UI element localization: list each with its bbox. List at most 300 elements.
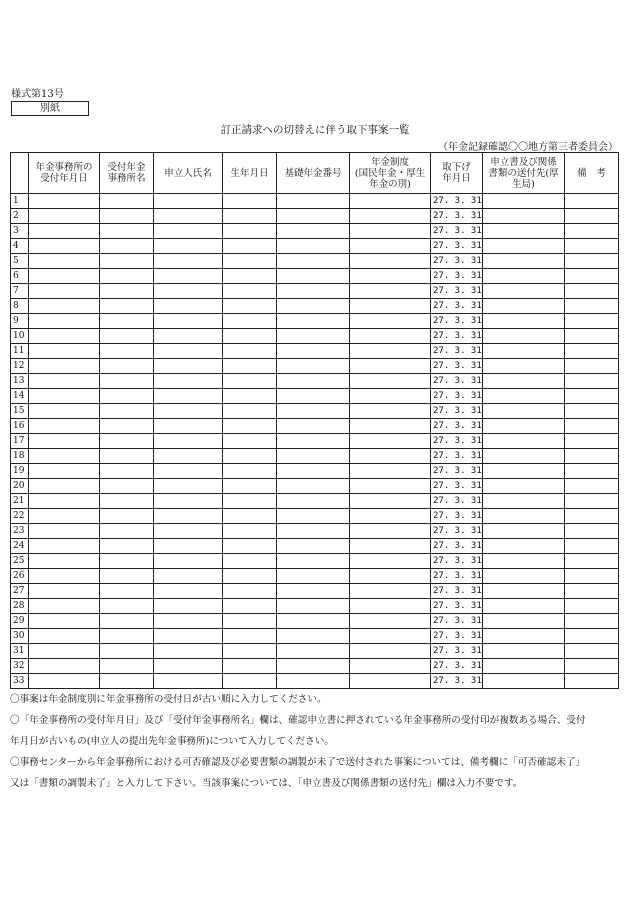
- cell-remarks[interactable]: [565, 224, 619, 239]
- cell-pension_no[interactable]: [277, 419, 350, 434]
- cell-system[interactable]: [350, 344, 431, 359]
- cell-send_to[interactable]: [483, 374, 565, 389]
- cell-send_to[interactable]: [483, 434, 565, 449]
- cell-remarks[interactable]: [565, 404, 619, 419]
- cell-birth[interactable]: [223, 239, 277, 254]
- cell-applicant[interactable]: [154, 494, 223, 509]
- cell-withdraw[interactable]: 27. 3. 31: [431, 494, 483, 509]
- cell-birth[interactable]: [223, 569, 277, 584]
- cell-withdraw[interactable]: 27. 3. 31: [431, 224, 483, 239]
- cell-send_to[interactable]: [483, 584, 565, 599]
- cell-pension_no[interactable]: [277, 479, 350, 494]
- cell-send_to[interactable]: [483, 254, 565, 269]
- cell-office[interactable]: [100, 524, 154, 539]
- cell-system[interactable]: [350, 254, 431, 269]
- cell-remarks[interactable]: [565, 569, 619, 584]
- cell-birth[interactable]: [223, 659, 277, 674]
- cell-remarks[interactable]: [565, 554, 619, 569]
- cell-withdraw[interactable]: 27. 3. 31: [431, 284, 483, 299]
- cell-receipt_date[interactable]: [29, 419, 100, 434]
- cell-system[interactable]: [350, 494, 431, 509]
- cell-send_to[interactable]: [483, 599, 565, 614]
- cell-office[interactable]: [100, 269, 154, 284]
- cell-office[interactable]: [100, 224, 154, 239]
- cell-receipt_date[interactable]: [29, 404, 100, 419]
- cell-applicant[interactable]: [154, 374, 223, 389]
- cell-send_to[interactable]: [483, 464, 565, 479]
- cell-withdraw[interactable]: 27. 3. 31: [431, 359, 483, 374]
- cell-office[interactable]: [100, 599, 154, 614]
- cell-office[interactable]: [100, 509, 154, 524]
- cell-receipt_date[interactable]: [29, 374, 100, 389]
- cell-system[interactable]: [350, 209, 431, 224]
- cell-applicant[interactable]: [154, 644, 223, 659]
- cell-system[interactable]: [350, 479, 431, 494]
- cell-send_to[interactable]: [483, 479, 565, 494]
- cell-system[interactable]: [350, 314, 431, 329]
- cell-receipt_date[interactable]: [29, 644, 100, 659]
- cell-pension_no[interactable]: [277, 644, 350, 659]
- cell-pension_no[interactable]: [277, 389, 350, 404]
- cell-receipt_date[interactable]: [29, 494, 100, 509]
- cell-pension_no[interactable]: [277, 569, 350, 584]
- cell-system[interactable]: [350, 569, 431, 584]
- cell-send_to[interactable]: [483, 299, 565, 314]
- cell-withdraw[interactable]: 27. 3. 31: [431, 569, 483, 584]
- cell-birth[interactable]: [223, 284, 277, 299]
- cell-office[interactable]: [100, 329, 154, 344]
- cell-send_to[interactable]: [483, 554, 565, 569]
- cell-receipt_date[interactable]: [29, 584, 100, 599]
- cell-remarks[interactable]: [565, 344, 619, 359]
- cell-withdraw[interactable]: 27. 3. 31: [431, 269, 483, 284]
- cell-birth[interactable]: [223, 254, 277, 269]
- cell-applicant[interactable]: [154, 479, 223, 494]
- cell-withdraw[interactable]: 27. 3. 31: [431, 344, 483, 359]
- cell-office[interactable]: [100, 314, 154, 329]
- cell-birth[interactable]: [223, 644, 277, 659]
- cell-applicant[interactable]: [154, 434, 223, 449]
- cell-pension_no[interactable]: [277, 524, 350, 539]
- cell-birth[interactable]: [223, 464, 277, 479]
- cell-applicant[interactable]: [154, 209, 223, 224]
- cell-system[interactable]: [350, 674, 431, 689]
- cell-office[interactable]: [100, 239, 154, 254]
- cell-system[interactable]: [350, 284, 431, 299]
- cell-applicant[interactable]: [154, 194, 223, 209]
- cell-system[interactable]: [350, 554, 431, 569]
- cell-birth[interactable]: [223, 359, 277, 374]
- cell-send_to[interactable]: [483, 314, 565, 329]
- cell-remarks[interactable]: [565, 254, 619, 269]
- cell-pension_no[interactable]: [277, 584, 350, 599]
- cell-withdraw[interactable]: 27. 3. 31: [431, 524, 483, 539]
- cell-applicant[interactable]: [154, 449, 223, 464]
- cell-pension_no[interactable]: [277, 599, 350, 614]
- cell-remarks[interactable]: [565, 329, 619, 344]
- cell-remarks[interactable]: [565, 284, 619, 299]
- cell-birth[interactable]: [223, 344, 277, 359]
- cell-withdraw[interactable]: 27. 3. 31: [431, 464, 483, 479]
- cell-receipt_date[interactable]: [29, 344, 100, 359]
- cell-applicant[interactable]: [154, 284, 223, 299]
- cell-applicant[interactable]: [154, 509, 223, 524]
- cell-remarks[interactable]: [565, 374, 619, 389]
- cell-withdraw[interactable]: 27. 3. 31: [431, 599, 483, 614]
- cell-send_to[interactable]: [483, 269, 565, 284]
- cell-office[interactable]: [100, 284, 154, 299]
- cell-receipt_date[interactable]: [29, 299, 100, 314]
- cell-system[interactable]: [350, 359, 431, 374]
- cell-system[interactable]: [350, 269, 431, 284]
- cell-withdraw[interactable]: 27. 3. 31: [431, 209, 483, 224]
- cell-office[interactable]: [100, 434, 154, 449]
- cell-birth[interactable]: [223, 374, 277, 389]
- cell-applicant[interactable]: [154, 359, 223, 374]
- cell-remarks[interactable]: [565, 614, 619, 629]
- cell-office[interactable]: [100, 554, 154, 569]
- cell-receipt_date[interactable]: [29, 224, 100, 239]
- cell-withdraw[interactable]: 27. 3. 31: [431, 434, 483, 449]
- cell-receipt_date[interactable]: [29, 269, 100, 284]
- cell-pension_no[interactable]: [277, 434, 350, 449]
- cell-pension_no[interactable]: [277, 194, 350, 209]
- cell-receipt_date[interactable]: [29, 284, 100, 299]
- cell-pension_no[interactable]: [277, 224, 350, 239]
- cell-office[interactable]: [100, 374, 154, 389]
- cell-send_to[interactable]: [483, 389, 565, 404]
- cell-applicant[interactable]: [154, 599, 223, 614]
- cell-office[interactable]: [100, 569, 154, 584]
- cell-remarks[interactable]: [565, 524, 619, 539]
- cell-applicant[interactable]: [154, 629, 223, 644]
- cell-pension_no[interactable]: [277, 284, 350, 299]
- cell-remarks[interactable]: [565, 269, 619, 284]
- cell-birth[interactable]: [223, 509, 277, 524]
- cell-receipt_date[interactable]: [29, 524, 100, 539]
- cell-pension_no[interactable]: [277, 539, 350, 554]
- cell-system[interactable]: [350, 584, 431, 599]
- cell-pension_no[interactable]: [277, 344, 350, 359]
- cell-applicant[interactable]: [154, 239, 223, 254]
- cell-system[interactable]: [350, 299, 431, 314]
- cell-birth[interactable]: [223, 479, 277, 494]
- cell-applicant[interactable]: [154, 614, 223, 629]
- cell-withdraw[interactable]: 27. 3. 31: [431, 644, 483, 659]
- cell-remarks[interactable]: [565, 659, 619, 674]
- cell-remarks[interactable]: [565, 629, 619, 644]
- cell-office[interactable]: [100, 404, 154, 419]
- cell-applicant[interactable]: [154, 554, 223, 569]
- cell-office[interactable]: [100, 344, 154, 359]
- cell-receipt_date[interactable]: [29, 359, 100, 374]
- cell-system[interactable]: [350, 644, 431, 659]
- cell-birth[interactable]: [223, 389, 277, 404]
- cell-withdraw[interactable]: 27. 3. 31: [431, 239, 483, 254]
- cell-office[interactable]: [100, 539, 154, 554]
- cell-remarks[interactable]: [565, 599, 619, 614]
- cell-office[interactable]: [100, 464, 154, 479]
- cell-withdraw[interactable]: 27. 3. 31: [431, 449, 483, 464]
- cell-office[interactable]: [100, 614, 154, 629]
- table-header-row: [11, 153, 619, 194]
- cell-receipt_date[interactable]: [29, 599, 100, 614]
- cell-system[interactable]: [350, 194, 431, 209]
- cell-receipt_date[interactable]: [29, 554, 100, 569]
- cell-birth[interactable]: [223, 584, 277, 599]
- cell-remarks[interactable]: [565, 389, 619, 404]
- cell-send_to[interactable]: [483, 359, 565, 374]
- cell-send_to[interactable]: [483, 194, 565, 209]
- cell-system[interactable]: [350, 389, 431, 404]
- cell-office[interactable]: [100, 419, 154, 434]
- cell-pension_no[interactable]: [277, 239, 350, 254]
- cell-pension_no[interactable]: [277, 374, 350, 389]
- cell-withdraw[interactable]: 27. 3. 31: [431, 299, 483, 314]
- cell-receipt_date[interactable]: [29, 509, 100, 524]
- cell-receipt_date[interactable]: [29, 389, 100, 404]
- cell-remarks[interactable]: [565, 464, 619, 479]
- cell-office[interactable]: [100, 254, 154, 269]
- cell-withdraw[interactable]: 27. 3. 31: [431, 479, 483, 494]
- cell-withdraw[interactable]: 27. 3. 31: [431, 629, 483, 644]
- cell-send_to[interactable]: [483, 329, 565, 344]
- cell-birth[interactable]: [223, 209, 277, 224]
- cell-pension_no[interactable]: [277, 494, 350, 509]
- cell-receipt_date[interactable]: [29, 239, 100, 254]
- cell-applicant[interactable]: [154, 389, 223, 404]
- cell-withdraw[interactable]: 27. 3. 31: [431, 389, 483, 404]
- cell-withdraw[interactable]: 27. 3. 31: [431, 659, 483, 674]
- cell-receipt_date[interactable]: [29, 209, 100, 224]
- cell-remarks[interactable]: [565, 644, 619, 659]
- cell-birth[interactable]: [223, 194, 277, 209]
- cell-birth[interactable]: [223, 299, 277, 314]
- cell-remarks[interactable]: [565, 314, 619, 329]
- cell-applicant[interactable]: [154, 569, 223, 584]
- cell-applicant[interactable]: [154, 419, 223, 434]
- cell-applicant[interactable]: [154, 584, 223, 599]
- cell-send_to[interactable]: [483, 224, 565, 239]
- cell-withdraw[interactable]: 27. 3. 31: [431, 329, 483, 344]
- cell-system[interactable]: [350, 419, 431, 434]
- cell-send_to[interactable]: [483, 284, 565, 299]
- cell-office[interactable]: [100, 389, 154, 404]
- cell-pension_no[interactable]: [277, 314, 350, 329]
- cell-withdraw[interactable]: 27. 3. 31: [431, 404, 483, 419]
- cell-system[interactable]: [350, 434, 431, 449]
- cell-system[interactable]: [350, 224, 431, 239]
- cell-send_to[interactable]: [483, 239, 565, 254]
- cell-receipt_date[interactable]: [29, 479, 100, 494]
- cell-birth[interactable]: [223, 494, 277, 509]
- cell-office[interactable]: [100, 674, 154, 689]
- cell-withdraw[interactable]: 27. 3. 31: [431, 254, 483, 269]
- cell-pension_no[interactable]: [277, 359, 350, 374]
- cell-pension_no[interactable]: [277, 659, 350, 674]
- cell-birth[interactable]: [223, 404, 277, 419]
- cell-birth[interactable]: [223, 629, 277, 644]
- cell-applicant[interactable]: [154, 464, 223, 479]
- cell-remarks[interactable]: [565, 479, 619, 494]
- cell-receipt_date[interactable]: [29, 314, 100, 329]
- cell-birth[interactable]: [223, 524, 277, 539]
- cell-applicant[interactable]: [154, 344, 223, 359]
- cell-withdraw[interactable]: 27. 3. 31: [431, 419, 483, 434]
- cell-birth[interactable]: [223, 269, 277, 284]
- cell-birth[interactable]: [223, 599, 277, 614]
- cell-send_to[interactable]: [483, 494, 565, 509]
- note-line: 年月日が古いもの(申立人の提出先年金事務所)について入力してください。: [10, 736, 334, 747]
- cell-office[interactable]: [100, 449, 154, 464]
- cell-office[interactable]: [100, 479, 154, 494]
- cell-receipt_date[interactable]: [29, 674, 100, 689]
- cell-birth[interactable]: [223, 539, 277, 554]
- cell-system[interactable]: [350, 509, 431, 524]
- cell-receipt_date[interactable]: [29, 539, 100, 554]
- cell-withdraw[interactable]: 27. 3. 31: [431, 509, 483, 524]
- cell-send_to[interactable]: [483, 509, 565, 524]
- cell-system[interactable]: [350, 599, 431, 614]
- cell-office[interactable]: [100, 494, 154, 509]
- cell-system[interactable]: [350, 374, 431, 389]
- cell-applicant[interactable]: [154, 314, 223, 329]
- cell-remarks[interactable]: [565, 194, 619, 209]
- cell-office[interactable]: [100, 299, 154, 314]
- cell-withdraw[interactable]: 27. 3. 31: [431, 194, 483, 209]
- cell-receipt_date[interactable]: [29, 614, 100, 629]
- cell-pension_no[interactable]: [277, 674, 350, 689]
- cell-pension_no[interactable]: [277, 449, 350, 464]
- cell-office[interactable]: [100, 194, 154, 209]
- cell-applicant[interactable]: [154, 299, 223, 314]
- cell-remarks[interactable]: [565, 449, 619, 464]
- cell-withdraw[interactable]: 27. 3. 31: [431, 314, 483, 329]
- cell-pension_no[interactable]: [277, 464, 350, 479]
- cell-office[interactable]: [100, 209, 154, 224]
- cell-withdraw[interactable]: 27. 3. 31: [431, 554, 483, 569]
- cell-receipt_date[interactable]: [29, 659, 100, 674]
- cell-send_to[interactable]: [483, 659, 565, 674]
- cell-withdraw[interactable]: 27. 3. 31: [431, 674, 483, 689]
- cell-system[interactable]: [350, 629, 431, 644]
- cell-system[interactable]: [350, 464, 431, 479]
- cell-send_to[interactable]: [483, 644, 565, 659]
- cell-remarks[interactable]: [565, 494, 619, 509]
- cell-send_to[interactable]: [483, 209, 565, 224]
- cell-office[interactable]: [100, 644, 154, 659]
- cell-birth[interactable]: [223, 224, 277, 239]
- cell-withdraw[interactable]: 27. 3. 31: [431, 584, 483, 599]
- cell-send_to[interactable]: [483, 524, 565, 539]
- cell-system[interactable]: [350, 539, 431, 554]
- cell-system[interactable]: [350, 329, 431, 344]
- cell-send_to[interactable]: [483, 674, 565, 689]
- cell-office[interactable]: [100, 359, 154, 374]
- cell-remarks[interactable]: [565, 539, 619, 554]
- cell-remarks[interactable]: [565, 209, 619, 224]
- cell-applicant[interactable]: [154, 269, 223, 284]
- cell-pension_no[interactable]: [277, 614, 350, 629]
- cell-system[interactable]: [350, 449, 431, 464]
- cell-applicant[interactable]: [154, 404, 223, 419]
- cell-system[interactable]: [350, 614, 431, 629]
- cell-applicant[interactable]: [154, 674, 223, 689]
- cell-pension_no[interactable]: [277, 209, 350, 224]
- cell-send_to[interactable]: [483, 614, 565, 629]
- cell-applicant[interactable]: [154, 659, 223, 674]
- cell-office[interactable]: [100, 629, 154, 644]
- cell-pension_no[interactable]: [277, 554, 350, 569]
- cell-system[interactable]: [350, 239, 431, 254]
- cell-applicant[interactable]: [154, 524, 223, 539]
- cell-withdraw[interactable]: 27. 3. 31: [431, 374, 483, 389]
- cell-birth[interactable]: [223, 449, 277, 464]
- cell-birth[interactable]: [223, 614, 277, 629]
- cell-remarks[interactable]: [565, 509, 619, 524]
- cell-system[interactable]: [350, 659, 431, 674]
- cell-office[interactable]: [100, 659, 154, 674]
- cell-applicant[interactable]: [154, 254, 223, 269]
- cell-withdraw[interactable]: 27. 3. 31: [431, 539, 483, 554]
- cell-pension_no[interactable]: [277, 629, 350, 644]
- cell-remarks[interactable]: [565, 299, 619, 314]
- cell-birth[interactable]: [223, 329, 277, 344]
- cell-receipt_date[interactable]: [29, 194, 100, 209]
- cell-receipt_date[interactable]: [29, 464, 100, 479]
- cell-birth[interactable]: [223, 554, 277, 569]
- cell-applicant[interactable]: [154, 329, 223, 344]
- cell-pension_no[interactable]: [277, 404, 350, 419]
- cell-pension_no[interactable]: [277, 254, 350, 269]
- cell-send_to[interactable]: [483, 569, 565, 584]
- cell-office[interactable]: [100, 584, 154, 599]
- cell-applicant[interactable]: [154, 224, 223, 239]
- cell-remarks[interactable]: [565, 359, 619, 374]
- cell-send_to[interactable]: [483, 629, 565, 644]
- cell-receipt_date[interactable]: [29, 449, 100, 464]
- cell-receipt_date[interactable]: [29, 329, 100, 344]
- cell-remarks[interactable]: [565, 674, 619, 689]
- cell-send_to[interactable]: [483, 419, 565, 434]
- cell-receipt_date[interactable]: [29, 434, 100, 449]
- cell-pension_no[interactable]: [277, 509, 350, 524]
- cell-receipt_date[interactable]: [29, 629, 100, 644]
- cell-send_to[interactable]: [483, 404, 565, 419]
- cell-remarks[interactable]: [565, 434, 619, 449]
- cell-send_to[interactable]: [483, 449, 565, 464]
- cell-birth[interactable]: [223, 434, 277, 449]
- cell-birth[interactable]: [223, 314, 277, 329]
- cell-remarks[interactable]: [565, 239, 619, 254]
- cell-pension_no[interactable]: [277, 329, 350, 344]
- cell-receipt_date[interactable]: [29, 569, 100, 584]
- cell-pension_no[interactable]: [277, 269, 350, 284]
- cell-pension_no[interactable]: [277, 299, 350, 314]
- cell-birth[interactable]: [223, 674, 277, 689]
- cell-withdraw[interactable]: 27. 3. 31: [431, 614, 483, 629]
- cell-send_to[interactable]: [483, 539, 565, 554]
- cell-system[interactable]: [350, 404, 431, 419]
- cell-send_to[interactable]: [483, 344, 565, 359]
- cell-system[interactable]: [350, 524, 431, 539]
- cell-remarks[interactable]: [565, 584, 619, 599]
- cell-remarks[interactable]: [565, 419, 619, 434]
- cell-birth[interactable]: [223, 419, 277, 434]
- cell-receipt_date[interactable]: [29, 254, 100, 269]
- cell-applicant[interactable]: [154, 539, 223, 554]
- cell-no: 3: [11, 224, 29, 239]
